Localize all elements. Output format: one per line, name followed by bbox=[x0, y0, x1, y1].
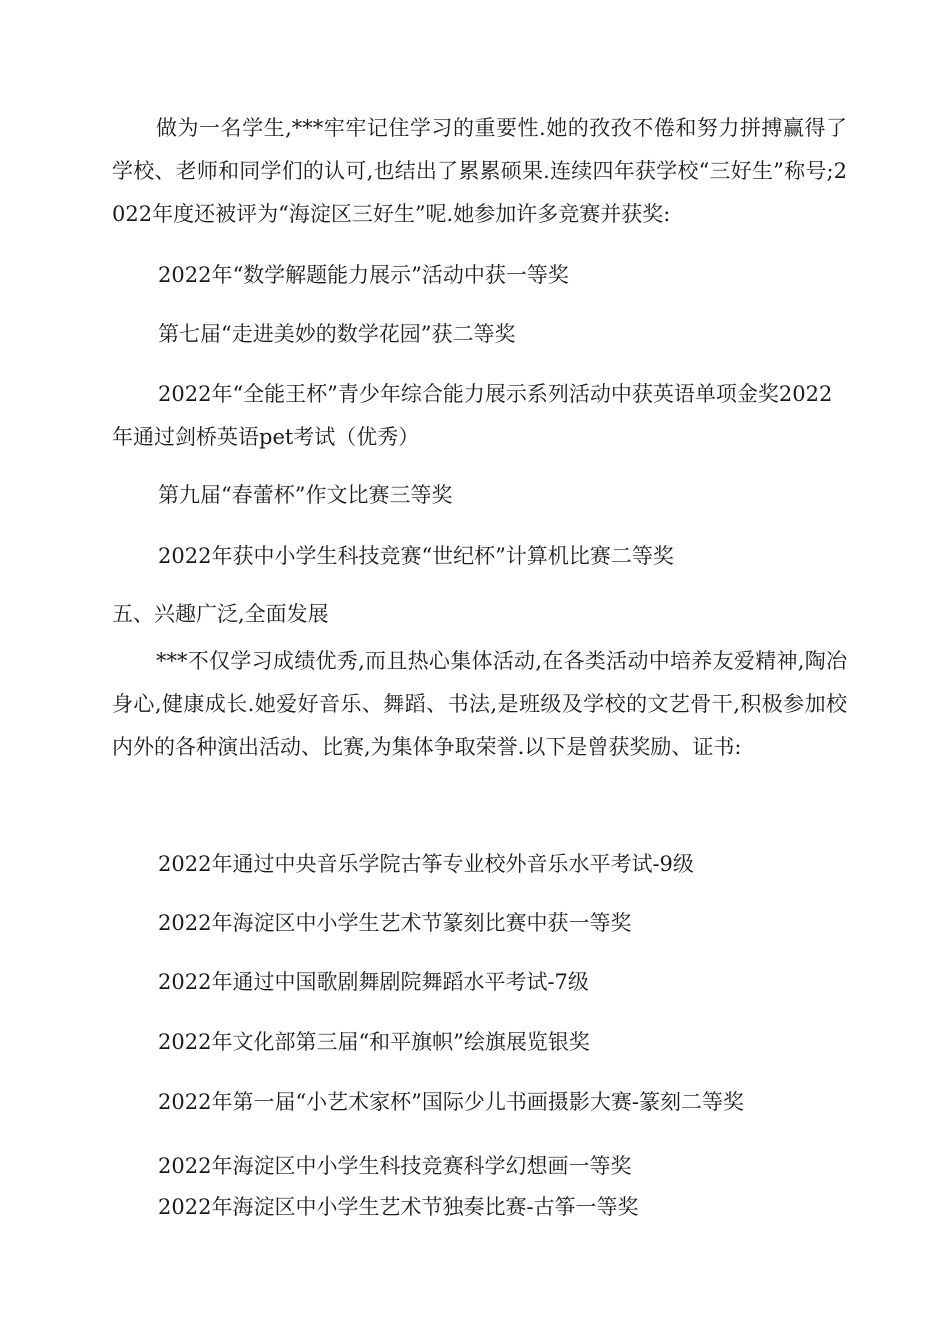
academic-award-item: 2022年“数学解题能力展示”活动中获一等奖 bbox=[158, 263, 569, 287]
academic-award-item: 第七届“走进美妙的数学花园”获二等奖 bbox=[158, 322, 516, 346]
academic-award-item: 第九届“春蕾杯”作文比赛三等奖 bbox=[158, 483, 453, 507]
arts-award-item: 2022年通过中国歌剧舞剧院舞蹈水平考试-7级 bbox=[158, 970, 589, 994]
intro-paragraph: 做为一名学生,***牢牢记住学习的重要性.她的孜孜不倦和努力拼搏赢得了学校、老师和同学们的认可,也结出了累累硕果.连续四年获学校“三好生”称号;2022年度还被评为“海淀区三好生”呢.她参加许多竞赛并获奖: bbox=[112, 116, 847, 226]
section-heading: 五、兴趣广泛,全面发展 bbox=[112, 602, 329, 626]
arts-award-item: 2022年海淀区中小学生科技竞赛科学幻想画一等奖 bbox=[158, 1154, 632, 1178]
arts-award-item: 2022年海淀区中小学生艺术节篆刻比赛中获一等奖 bbox=[158, 911, 632, 935]
arts-award-item: 2022年海淀区中小学生艺术节独奏比赛-古筝一等奖 bbox=[158, 1195, 639, 1219]
academic-award-item: 2022年“全能王杯”青少年综合能力展示系列活动中获英语单项金奖2022年通过剑桥英语pet考试（优秀） bbox=[112, 382, 833, 449]
arts-award-item: 2022年第一届“小艺术家杯”国际少儿书画摄影大赛-篆刻二等奖 bbox=[158, 1090, 745, 1114]
arts-award-item: 2022年文化部第三届“和平旗帜”绘旗展览银奖 bbox=[158, 1030, 590, 1054]
interests-paragraph: ***不仅学习成绩优秀,而且热心集体活动,在各类活动中培养友爱精神,陶冶身心,健康成长.她爱好音乐、舞蹈、书法,是班级及学校的文艺骨干,积极参加校内外的各种演出活动、比赛,为集体争取荣誉.以下是曾获奖励、证书: bbox=[112, 649, 847, 759]
arts-award-item: 2022年通过中央音乐学院古筝专业校外音乐水平考试-9级 bbox=[158, 852, 694, 876]
academic-award-item: 2022年获中小学生科技竞赛“世纪杯”计算机比赛二等奖 bbox=[158, 544, 674, 568]
